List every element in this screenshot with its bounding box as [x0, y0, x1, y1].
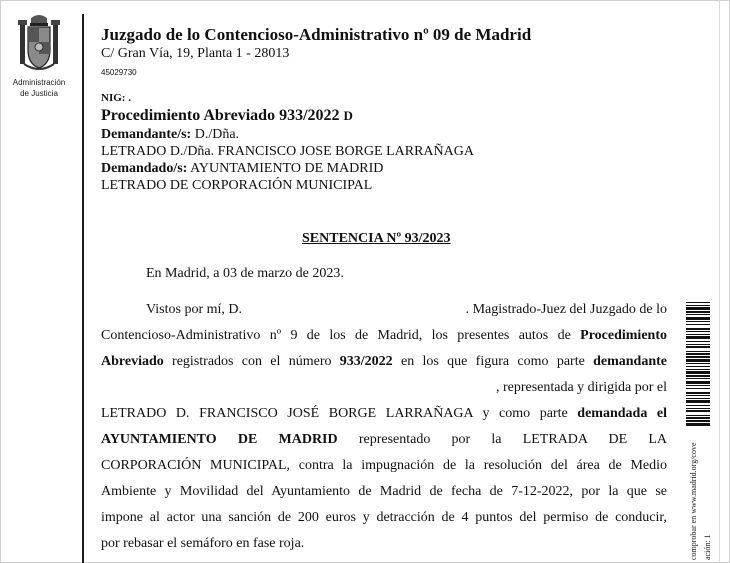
barcode-bar — [686, 346, 710, 348]
barcode-bar — [686, 314, 710, 315]
body-line-6 — [101, 432, 667, 448]
barcode-bar — [686, 392, 710, 394]
barcode-bar — [686, 356, 710, 358]
body-text: . Magistrado-Juez del Juzgado de lo — [465, 302, 667, 317]
barcode-bar — [686, 334, 710, 335]
defendant-line — [101, 161, 383, 177]
barcode-bar — [686, 400, 710, 403]
right-edge-rule — [719, 0, 720, 563]
barcode-bar — [686, 328, 710, 330]
body-line-9: impone al actor una sanción de 200 euros y detracción de 4 puntos del permiso de conducir, — [101, 510, 667, 525]
coat-of-arms-logo — [8, 14, 70, 104]
body-text: , representada y dirigida por el — [495, 380, 667, 395]
plaintiff-value: D./Dña. — [191, 127, 240, 142]
barcode-bar — [686, 408, 710, 409]
barcode-bar — [686, 336, 710, 339]
coat-of-arms-icon — [14, 14, 64, 76]
body-line-7: CORPORACIÓN MUNICIPAL, contra la impugnación de la resolución del área de Medio — [101, 458, 667, 473]
barcode-bar — [686, 311, 710, 313]
logo-caption-line1: Administración — [12, 78, 66, 87]
margin-rule — [82, 14, 84, 563]
body-text: representado por la LETRADA DE LA — [337, 432, 667, 447]
body-text: Vistos por mí, D. — [146, 302, 242, 317]
plaintiff-line — [101, 127, 239, 143]
court-code: 45029730 — [101, 68, 137, 77]
body-bold: Abreviado — [101, 354, 164, 369]
barcode-bar — [686, 420, 710, 422]
body-line-8: Ambiente y Movilidad del Ayuntamiento de Madrid de fecha de 7-12-2022, por la que se — [101, 484, 667, 499]
barcode — [686, 302, 710, 426]
body-line-10: por rebasar el semáforo en fase roja. — [101, 536, 305, 551]
defendant-lawyer: LETRADO DE CORPORACIÓN MUNICIPAL — [101, 178, 373, 193]
barcode-bar — [686, 415, 710, 416]
body-bold: demandante — [593, 354, 668, 369]
verification-text-2: ación: 1 — [703, 534, 712, 560]
barcode-bar — [686, 388, 710, 389]
barcode-bar — [686, 410, 710, 412]
body-line-2 — [101, 328, 667, 344]
barcode-bar — [686, 353, 710, 355]
barcode-bar — [686, 363, 710, 364]
barcode-bar — [686, 321, 710, 322]
body-line-3 — [101, 354, 667, 370]
barcode-bar — [686, 395, 710, 396]
barcode-bar — [686, 317, 710, 320]
barcode-bar — [686, 341, 710, 342]
barcode-bar — [686, 324, 710, 325]
barcode-bar — [686, 385, 710, 386]
barcode-bar — [686, 302, 710, 303]
sentence-date: En Madrid, a 03 de marzo de 2023. — [146, 266, 344, 281]
body-bold: AYUNTAMIENTO DE MADRID — [101, 432, 338, 447]
sentence-title: SENTENCIA Nº 93/2023 — [302, 231, 451, 246]
barcode-bar — [686, 371, 710, 374]
body-bold: Procedimiento — [580, 328, 667, 343]
barcode-bar — [686, 398, 710, 399]
barcode-bar — [686, 375, 710, 377]
defendant-value: AYUNTAMIENTO DE MADRID — [187, 161, 384, 176]
body-text: LETRADO D. FRANCISCO JOSÉ BORGE LARRAÑAGA y como parte — [101, 406, 578, 421]
barcode-bar — [686, 351, 710, 352]
barcode-bar — [686, 366, 710, 367]
court-address: C/ Gran Vía, 19, Planta 1 - 28013 — [101, 46, 290, 61]
body-text: registrados con el número — [163, 354, 340, 369]
defendant-label: Demandado/s: — [101, 161, 188, 176]
body-line-5 — [101, 406, 667, 422]
body-bold: 933/2022 — [339, 354, 393, 369]
barcode-bar — [686, 307, 710, 310]
barcode-bar — [686, 359, 710, 362]
verification-text: comprobar en www.madrid.org/cove — [689, 442, 698, 560]
procedure-name: Procedimiento Abreviado 933/2022 — [101, 107, 340, 124]
barcode-bar — [686, 405, 710, 406]
barcode-bar — [686, 369, 710, 370]
plaintiff-label: Demandante/s: — [101, 127, 192, 142]
plaintiff-lawyer: LETRADO D./Dña. FRANCISCO JOSE BORGE LARRAÑAGA — [101, 144, 474, 159]
procedure-suffix: D — [343, 108, 353, 123]
nig-label: NIG: . — [101, 92, 131, 104]
logo-caption-line2: de Justicia — [20, 89, 58, 98]
body-text: Contencioso-Administrativo nº 9 de los de Madrid, los presentes autos de — [101, 328, 571, 343]
body-text: en los que figura como parte — [392, 354, 594, 369]
barcode-bar — [686, 344, 710, 345]
barcode-bar — [686, 378, 710, 379]
body-bold: demandada el — [577, 406, 668, 421]
barcode-bar — [686, 417, 710, 419]
barcode-bar — [686, 305, 710, 306]
barcode-bar — [686, 423, 710, 426]
barcode-bar — [686, 381, 710, 384]
barcode-bar — [686, 331, 710, 332]
court-name: Juzgado de lo Contencioso-Administrativo nº 09 de Madrid — [101, 25, 532, 44]
procedure-title — [101, 107, 353, 125]
